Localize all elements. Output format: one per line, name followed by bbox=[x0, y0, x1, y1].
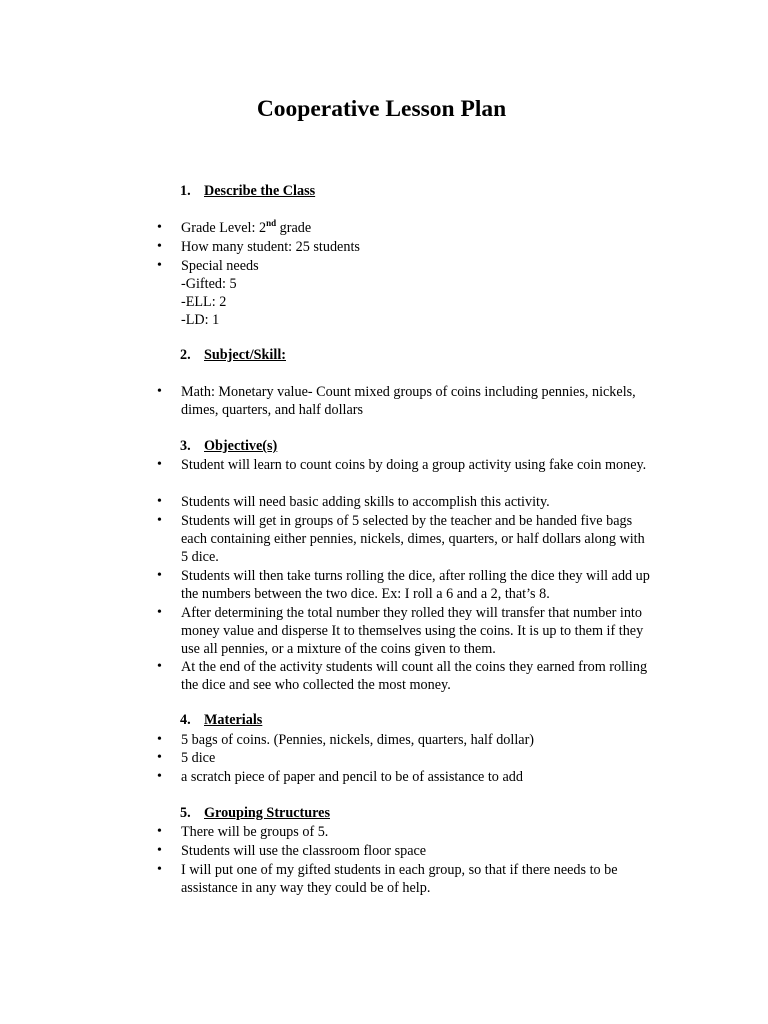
section-title: Materials bbox=[204, 712, 263, 728]
list-item-objective-1: • Student will learn to count coins by doing a group activity using fake coin money. bbox=[157, 457, 647, 473]
bullet-icon: • bbox=[157, 457, 162, 472]
list-item-objective-6: • At the end of the activity students will count all the coins they earned from rolling the dice and see who collected the most money. bbox=[157, 659, 648, 694]
bullet-icon: • bbox=[157, 862, 162, 877]
bullet-icon: • bbox=[157, 220, 162, 235]
section-title: Objective(s) bbox=[204, 438, 278, 454]
section-heading-grouping bbox=[180, 804, 330, 822]
section-heading-subject-skill bbox=[180, 346, 286, 364]
bullet-icon: • bbox=[157, 732, 162, 747]
bullet-icon: • bbox=[157, 750, 162, 765]
bullet-icon: • bbox=[157, 513, 162, 528]
list-item-grade-level: • Grade Level: 2nd grade bbox=[157, 218, 312, 236]
bullet-icon: • bbox=[157, 494, 162, 509]
section-title: Grouping Structures bbox=[204, 805, 330, 821]
bullet-icon: • bbox=[157, 769, 162, 784]
section-heading-objectives bbox=[180, 437, 277, 455]
list-item-grouping-2: • Students will use the classroom floor space bbox=[157, 843, 427, 859]
bullet-icon: • bbox=[157, 258, 162, 273]
bullet-icon: • bbox=[157, 659, 162, 674]
list-item-objective-3: • Students will get in groups of 5 selected by the teacher and be handed five bags each containing either pennies, nickels, dimes, quarters, or half dollars along with 5 dice. bbox=[157, 513, 645, 566]
bullet-icon: • bbox=[157, 843, 162, 858]
bullet-icon: • bbox=[157, 384, 162, 399]
list-item-material-coins: • 5 bags of coins. (Pennies, nickels, dimes, quarters, half dollar) bbox=[157, 732, 535, 748]
list-item-objective-2: • Students will need basic adding skills to accomplish this activity. bbox=[157, 494, 550, 510]
section-heading-materials bbox=[180, 711, 262, 729]
section-number: 5. bbox=[180, 805, 191, 821]
bullet-icon: • bbox=[157, 568, 162, 583]
section-heading-describe-class bbox=[180, 182, 315, 200]
list-item-grouping-3: • I will put one of my gifted students in each group, so that if there needs to be assistance in any way they could be of help. bbox=[157, 862, 618, 897]
page-title: Cooperative Lesson Plan bbox=[256, 96, 507, 122]
bullet-icon: • bbox=[157, 239, 162, 254]
list-item-material-paper: • a scratch piece of paper and pencil to be of assistance to add bbox=[157, 769, 523, 785]
list-item-math-skill: • Math: Monetary value- Count mixed groups of coins including pennies, nickels, dimes, quarters, and half dollars bbox=[157, 384, 636, 419]
bullet-icon: • bbox=[157, 605, 162, 620]
section-title: Describe the Class bbox=[204, 183, 316, 199]
bullet-icon: • bbox=[157, 824, 162, 839]
list-item-special-needs: • Special needs bbox=[157, 258, 259, 274]
list-item-student-count: • How many student: 25 students bbox=[157, 239, 360, 255]
section-number: 1. bbox=[180, 183, 191, 199]
list-item-grouping-1: • There will be groups of 5. bbox=[157, 824, 329, 840]
section-number: 3. bbox=[180, 438, 191, 454]
special-needs-ld: -LD: 1 bbox=[181, 312, 220, 328]
special-needs-ell: -ELL: 2 bbox=[181, 294, 227, 310]
section-number: 4. bbox=[180, 712, 191, 728]
section-number: 2. bbox=[180, 347, 191, 363]
list-item-objective-5: • After determining the total number they rolled they will transfer that number into money value and disperse It to themselves using the coins. It is up to them if they use all pennies, or a mixture of the coins given to them. bbox=[157, 605, 644, 658]
special-needs-gifted: -Gifted: 5 bbox=[181, 276, 237, 292]
section-title: Subject/Skill: bbox=[204, 347, 286, 363]
list-item-material-dice: • 5 dice bbox=[157, 750, 216, 766]
list-item-objective-4: • Students will then take turns rolling the dice, after rolling the dice they will add up the numbers between the two dice. Ex: I roll a 6 and a 2, that’s 8. bbox=[157, 568, 650, 603]
